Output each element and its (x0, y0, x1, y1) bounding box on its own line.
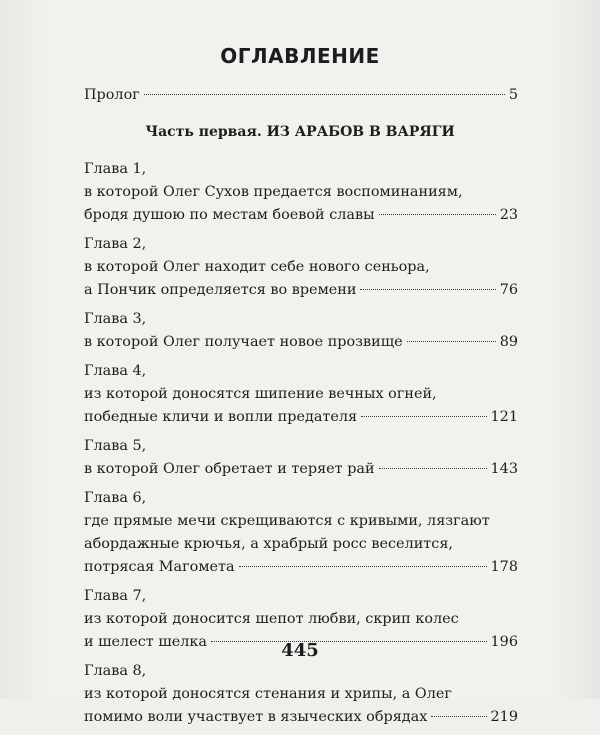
entry-page-number: 5 (508, 87, 518, 103)
dot-leader (360, 289, 495, 290)
toc-entry-chapter (84, 487, 518, 579)
chapter-last-line (84, 706, 518, 729)
toc-entry-chapter (84, 158, 518, 227)
toc-entry-prologue (84, 84, 518, 107)
part-heading: Часть первая. ИЗ АРАБОВ В ВАРЯГИ (145, 124, 455, 140)
dot-leader (239, 566, 487, 567)
chapter-description-line: из которой доносятся шипение вечных огней, (84, 386, 437, 402)
chapter-description-line: в которой Олег находит себе нового сеньора, (84, 259, 430, 275)
entry-page-number: 89 (499, 334, 518, 350)
toc-entry-chapter (84, 435, 518, 481)
chapter-description-line: где прямые мечи скрещиваются с кривыми, лязгают (84, 513, 490, 529)
chapter-description-line: а Пончик определяется во времени (84, 282, 357, 298)
chapter-heading: Глава 7, (84, 588, 147, 604)
chapter-description-line: из которой доносятся стенания и хрипы, а Олег (84, 686, 452, 702)
chapter-last-line (84, 556, 518, 579)
chapter-description-line: потрясая Магомета (84, 559, 235, 575)
toc-entry-chapter (84, 360, 518, 429)
chapter-description-line: в которой Олег обретает и теряет рай (84, 461, 375, 477)
chapter-heading: Глава 1, (84, 161, 147, 177)
chapter-heading: Глава 5, (84, 438, 147, 454)
entry-page-number: 23 (499, 207, 518, 223)
chapter-last-line (84, 279, 518, 302)
toc-entry-chapter (84, 660, 518, 729)
entry-page-number: 178 (490, 559, 518, 575)
dot-leader (379, 214, 496, 215)
dot-leader (431, 716, 486, 717)
chapter-heading: Глава 8, (84, 663, 147, 679)
dot-leader (361, 416, 486, 417)
chapter-description-line: и шелест шелка (84, 634, 207, 650)
toc-entry-chapter (84, 233, 518, 302)
chapter-last-line (84, 406, 518, 429)
chapter-heading: Глава 6, (84, 490, 147, 506)
chapter-description-line: в которой Олег Сухов предается воспоминаниям, (84, 184, 463, 200)
chapter-description-line: в которой Олег получает новое прозвище (84, 334, 403, 350)
chapter-description-line: бродя душою по местам боевой славы (84, 207, 375, 223)
chapter-description-line: помимо воли участвует в языческих обрядах (84, 709, 428, 725)
entry-page-number: 121 (490, 409, 518, 425)
chapter-last-line (84, 331, 518, 354)
chapter-description-line: абордажные крючья, а храбрый росс веселится, (84, 536, 453, 552)
toc-entry-chapter (84, 308, 518, 354)
dot-leader (379, 468, 487, 469)
chapter-last-line (84, 204, 518, 227)
chapter-heading: Глава 4, (84, 363, 147, 379)
chapter-description-line: победные кличи и вопли предателя (84, 409, 358, 425)
entry-page-number: 143 (490, 461, 518, 477)
page-number: 445 (281, 640, 319, 661)
chapter-last-line (84, 458, 518, 481)
chapter-heading: Глава 3, (84, 311, 147, 327)
entry-page-number: 196 (490, 634, 518, 650)
toc-title: ОГЛАВЛЕНИЕ (220, 44, 380, 68)
dot-leader (407, 341, 496, 342)
entry-page-number: 219 (490, 709, 518, 725)
entry-text: Пролог (84, 87, 140, 103)
chapter-description-line: из которой доносится шепот любви, скрип колес (84, 611, 459, 627)
entry-page-number: 76 (499, 282, 518, 298)
dot-leader (144, 94, 505, 95)
chapter-heading: Глава 2, (84, 236, 147, 252)
